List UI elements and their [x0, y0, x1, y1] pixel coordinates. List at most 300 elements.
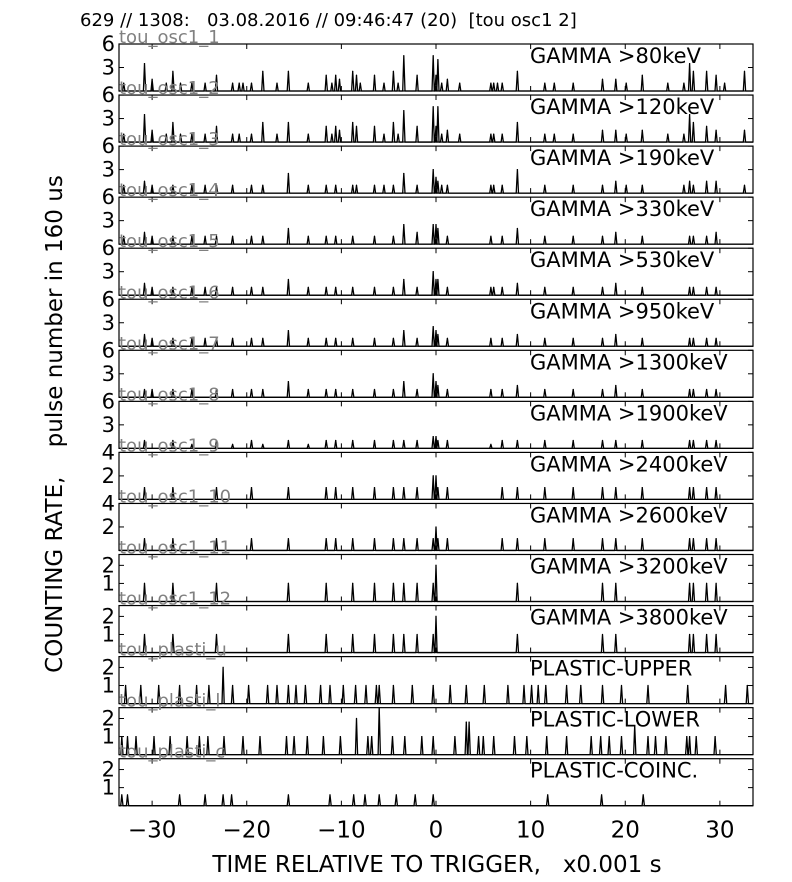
data-point — [308, 287, 309, 288]
data-point — [262, 236, 263, 237]
data-point — [437, 181, 438, 182]
data-point — [716, 538, 717, 539]
data-point — [517, 283, 518, 284]
data-point — [706, 181, 707, 182]
y-tick-label: 2 — [101, 655, 115, 680]
data-point — [417, 487, 418, 488]
data-point — [288, 583, 289, 584]
data-point — [433, 106, 434, 107]
data-point — [517, 634, 518, 635]
data-point — [374, 75, 375, 76]
panel-tag: tou_osc1_11 — [119, 537, 232, 559]
data-point — [693, 287, 694, 288]
data-point — [683, 185, 684, 186]
data-point — [437, 538, 438, 539]
data-point — [326, 338, 327, 339]
data-point — [393, 236, 394, 237]
panel-title: GAMMA >1900keV — [530, 401, 728, 426]
data-point — [433, 736, 434, 737]
data-point — [689, 634, 690, 635]
data-point — [326, 538, 327, 539]
data-point — [352, 634, 353, 635]
data-point — [326, 440, 327, 441]
data-point — [262, 389, 263, 390]
data-point — [417, 440, 418, 441]
data-point — [642, 538, 643, 539]
data-point — [493, 134, 494, 135]
data-point — [208, 685, 209, 686]
data-point — [248, 685, 249, 686]
data-point — [403, 279, 404, 280]
data-point — [335, 389, 336, 390]
data-point — [538, 685, 539, 686]
data-point — [615, 79, 616, 80]
panel-title: PLASTIC-UPPER — [530, 656, 693, 681]
data-point — [490, 134, 491, 135]
data-point — [689, 538, 690, 539]
data-point — [393, 287, 394, 288]
data-point — [335, 287, 336, 288]
data-point — [602, 583, 603, 584]
data-point — [288, 634, 289, 635]
data-point — [343, 685, 344, 686]
data-point — [642, 338, 643, 339]
data-point — [435, 526, 436, 527]
data-point — [693, 538, 694, 539]
data-point — [326, 487, 327, 488]
data-point — [706, 236, 707, 237]
data-point — [665, 736, 666, 737]
data-point — [144, 583, 145, 584]
data-point — [231, 794, 232, 795]
data-point — [374, 236, 375, 237]
data-point — [352, 287, 353, 288]
data-point — [615, 232, 616, 233]
data-point — [706, 634, 707, 635]
data-point — [259, 736, 260, 737]
data-point — [417, 389, 418, 390]
data-point — [435, 381, 436, 382]
data-point — [447, 236, 448, 237]
data-point — [276, 83, 277, 84]
data-point — [478, 736, 479, 737]
data-point — [404, 736, 405, 737]
data-point — [262, 71, 263, 72]
panel-title: GAMMA >3800keV — [530, 605, 728, 630]
data-point — [417, 232, 418, 233]
y-tick-label: 6 — [101, 134, 115, 159]
data-point — [693, 389, 694, 390]
data-point — [615, 583, 616, 584]
data-point — [502, 487, 503, 488]
data-point — [199, 736, 200, 737]
data-point — [308, 236, 309, 237]
y-tick-label: 1 — [101, 775, 115, 800]
data-point — [251, 134, 252, 135]
panel-title: GAMMA >950keV — [530, 299, 715, 324]
data-point — [398, 83, 399, 84]
data-point — [365, 685, 366, 686]
data-point — [706, 287, 707, 288]
data-point — [288, 440, 289, 441]
data-point — [187, 736, 188, 737]
data-point — [374, 487, 375, 488]
data-point — [276, 134, 277, 135]
data-point — [615, 440, 616, 441]
data-point — [602, 389, 603, 390]
data-point — [158, 685, 159, 686]
data-point — [602, 185, 603, 186]
data-point — [288, 122, 289, 123]
y-tick-label: 6 — [101, 389, 115, 414]
data-point — [172, 71, 173, 72]
data-point — [393, 685, 394, 686]
data-point — [517, 71, 518, 72]
data-point — [447, 440, 448, 441]
data-point — [242, 736, 243, 737]
data-point — [172, 634, 173, 635]
data-point — [352, 71, 353, 72]
data-point — [602, 338, 603, 339]
data-point — [403, 224, 404, 225]
data-point — [374, 389, 375, 390]
data-point — [144, 114, 145, 115]
y-tick-label: 1 — [101, 571, 115, 596]
data-point — [715, 736, 716, 737]
data-point — [615, 538, 616, 539]
data-point — [531, 685, 532, 686]
data-point — [706, 440, 707, 441]
data-point — [744, 130, 745, 131]
data-point — [335, 126, 336, 127]
data-point — [502, 236, 503, 237]
data-point — [207, 736, 208, 737]
data-point — [286, 736, 287, 737]
data-point — [379, 794, 380, 795]
data-point — [435, 565, 436, 566]
data-point — [573, 134, 574, 135]
data-point — [326, 634, 327, 635]
data-point — [573, 440, 574, 441]
data-point — [262, 122, 263, 123]
data-point — [490, 287, 491, 288]
data-point — [447, 538, 448, 539]
data-point — [335, 338, 336, 339]
data-point — [288, 279, 289, 280]
data-point — [447, 389, 448, 390]
data-point — [490, 185, 491, 186]
data-point — [205, 794, 206, 795]
y-tick-label: 1 — [101, 622, 115, 647]
data-point — [573, 338, 574, 339]
data-point — [689, 736, 690, 737]
y-tick-label: 2 — [101, 514, 115, 539]
data-point — [566, 685, 567, 686]
data-point — [716, 287, 717, 288]
data-point — [232, 236, 233, 237]
data-point — [417, 287, 418, 288]
data-point — [232, 685, 233, 686]
data-point — [716, 181, 717, 182]
data-point — [693, 185, 694, 186]
data-point — [435, 436, 436, 437]
data-point — [127, 736, 128, 737]
data-point — [379, 707, 380, 708]
data-point — [367, 736, 368, 737]
data-point — [403, 440, 404, 441]
data-point — [433, 326, 434, 327]
data-point — [339, 130, 340, 131]
data-point — [706, 487, 707, 488]
data-point — [232, 83, 233, 84]
data-point — [490, 389, 491, 390]
data-point — [642, 287, 643, 288]
header-text: 629 // 1308: 03.08.2016 // 09:46:47 (20) [tou osc1 2] — [80, 10, 577, 31]
data-point — [435, 224, 436, 225]
data-point — [683, 134, 684, 135]
data-point — [433, 538, 434, 539]
data-point — [441, 83, 442, 84]
panel-tag: tou_osc1_1 — [119, 27, 220, 48]
y-tick-label: 6 — [101, 32, 115, 56]
data-point — [544, 389, 545, 390]
data-point — [747, 685, 748, 686]
data-point — [615, 634, 616, 635]
data-point — [545, 685, 546, 686]
data-point — [403, 55, 404, 56]
data-point — [326, 185, 327, 186]
data-point — [374, 338, 375, 339]
data-point — [615, 385, 616, 386]
data-point — [502, 185, 503, 186]
data-point — [447, 487, 448, 488]
data-point — [706, 389, 707, 390]
data-point — [251, 287, 252, 288]
data-point — [716, 583, 717, 584]
panel-title: GAMMA >1300keV — [530, 350, 728, 375]
panel-title: PLASTIC-LOWER — [530, 707, 700, 732]
data-point — [693, 71, 694, 72]
data-point — [716, 440, 717, 441]
data-point — [573, 185, 574, 186]
data-point — [276, 685, 277, 686]
data-point — [352, 236, 353, 237]
data-point — [493, 736, 494, 737]
data-point — [374, 440, 375, 441]
data-point — [340, 736, 341, 737]
data-point — [308, 444, 309, 445]
data-point — [262, 287, 263, 288]
data-point — [600, 736, 601, 737]
data-point — [706, 71, 707, 72]
data-point — [441, 185, 442, 186]
data-point — [517, 487, 518, 488]
data-point — [307, 736, 308, 737]
y-tick-label: 3 — [101, 412, 115, 437]
data-point — [647, 685, 648, 686]
data-point — [288, 487, 289, 488]
data-point — [591, 736, 592, 737]
data-point — [706, 583, 707, 584]
data-point — [689, 338, 690, 339]
data-point — [514, 736, 515, 737]
data-point — [239, 134, 240, 135]
data-point — [383, 83, 384, 84]
data-point — [547, 794, 548, 795]
data-point — [262, 444, 263, 445]
data-point — [417, 338, 418, 339]
data-point — [433, 475, 434, 476]
data-point — [352, 583, 353, 584]
data-point — [554, 83, 555, 84]
panel-title: GAMMA >80keV — [530, 44, 701, 68]
data-point — [393, 122, 394, 123]
data-point — [232, 185, 233, 186]
data-point — [417, 634, 418, 635]
data-point — [433, 436, 434, 437]
data-point — [626, 185, 627, 186]
data-point — [326, 236, 327, 237]
data-point — [232, 134, 233, 135]
data-point — [403, 173, 404, 174]
data-point — [490, 338, 491, 339]
y-tick-label: 3 — [101, 106, 115, 131]
data-point — [433, 685, 434, 686]
data-point — [412, 685, 413, 686]
panel — [102, 742, 753, 806]
x-tick-label: 0 — [428, 817, 444, 844]
data-point — [507, 685, 508, 686]
data-point — [544, 236, 545, 237]
x-axis-label: TIME RELATIVE TO TRIGGER, x0.001 s — [212, 852, 662, 878]
data-point — [683, 83, 684, 84]
panel-tag: tou_osc1_3 — [119, 129, 220, 151]
data-point — [403, 110, 404, 111]
data-point — [526, 736, 527, 737]
data-point — [356, 126, 357, 127]
data-point — [642, 185, 643, 186]
data-point — [383, 185, 384, 186]
data-point — [716, 338, 717, 339]
y-tick-label: 3 — [101, 157, 115, 182]
y-tick-label: 2 — [101, 463, 115, 488]
data-point — [433, 373, 434, 374]
data-point — [127, 794, 128, 795]
panel-title: GAMMA >530keV — [530, 248, 715, 273]
data-point — [693, 122, 694, 123]
data-point — [288, 538, 289, 539]
data-point — [288, 71, 289, 72]
y-tick-label: 2 — [101, 757, 115, 782]
data-point — [490, 236, 491, 237]
data-point — [232, 389, 233, 390]
data-point — [437, 440, 438, 441]
data-point — [493, 287, 494, 288]
data-point — [288, 381, 289, 382]
data-point — [352, 338, 353, 339]
data-point — [502, 538, 503, 539]
data-point — [415, 794, 416, 795]
data-point — [433, 55, 434, 56]
data-point — [374, 287, 375, 288]
data-point — [437, 279, 438, 280]
data-point — [433, 224, 434, 225]
y-tick-label: 2 — [101, 553, 115, 578]
data-point — [544, 338, 545, 339]
data-point — [725, 685, 726, 686]
data-point — [326, 287, 327, 288]
data-point — [223, 667, 224, 668]
data-point — [544, 538, 545, 539]
data-point — [294, 736, 295, 737]
data-point — [393, 338, 394, 339]
data-point — [602, 634, 603, 635]
data-point — [125, 685, 126, 686]
panels — [102, 27, 753, 844]
data-point — [493, 185, 494, 186]
data-point — [335, 236, 336, 237]
y-tick-label: 1 — [101, 673, 115, 698]
data-point — [251, 440, 252, 441]
panel-tag: tou_osc1_4 — [119, 180, 220, 202]
data-point — [517, 583, 518, 584]
data-point — [615, 334, 616, 335]
data-point — [716, 75, 717, 76]
data-point — [523, 685, 524, 686]
y-tick-label: 2 — [101, 706, 115, 731]
data-point — [493, 83, 494, 84]
x-tick-label: −30 — [127, 817, 177, 844]
x-tick-label: −10 — [317, 817, 366, 844]
data-point — [642, 236, 643, 237]
data-point — [417, 538, 418, 539]
data-point — [706, 126, 707, 127]
data-point — [626, 83, 627, 84]
data-point — [689, 236, 690, 237]
panel-title: GAMMA >2600keV — [530, 503, 728, 528]
data-point — [398, 134, 399, 135]
data-point — [339, 79, 340, 80]
data-point — [490, 444, 491, 445]
data-point — [251, 236, 252, 237]
data-point — [232, 444, 233, 445]
data-point — [437, 106, 438, 107]
data-point — [615, 487, 616, 488]
data-point — [573, 236, 574, 237]
data-point — [602, 287, 603, 288]
data-point — [517, 169, 518, 170]
data-point — [544, 440, 545, 441]
data-point — [544, 185, 545, 186]
y-tick-label: 6 — [101, 236, 115, 261]
data-point — [642, 487, 643, 488]
y-tick-label: 2 — [101, 604, 115, 629]
data-point — [615, 130, 616, 131]
data-point — [544, 134, 545, 135]
panel-tag: tou_osc1_12 — [119, 588, 232, 610]
data-point — [490, 83, 491, 84]
panel-title: PLASTIC-COINC. — [530, 758, 699, 783]
data-point — [502, 287, 503, 288]
data-point — [437, 59, 438, 60]
data-point — [573, 389, 574, 390]
data-point — [544, 287, 545, 288]
data-point — [459, 83, 460, 84]
data-point — [642, 75, 643, 76]
data-point — [689, 440, 690, 441]
data-point — [251, 185, 252, 186]
data-point — [716, 487, 717, 488]
